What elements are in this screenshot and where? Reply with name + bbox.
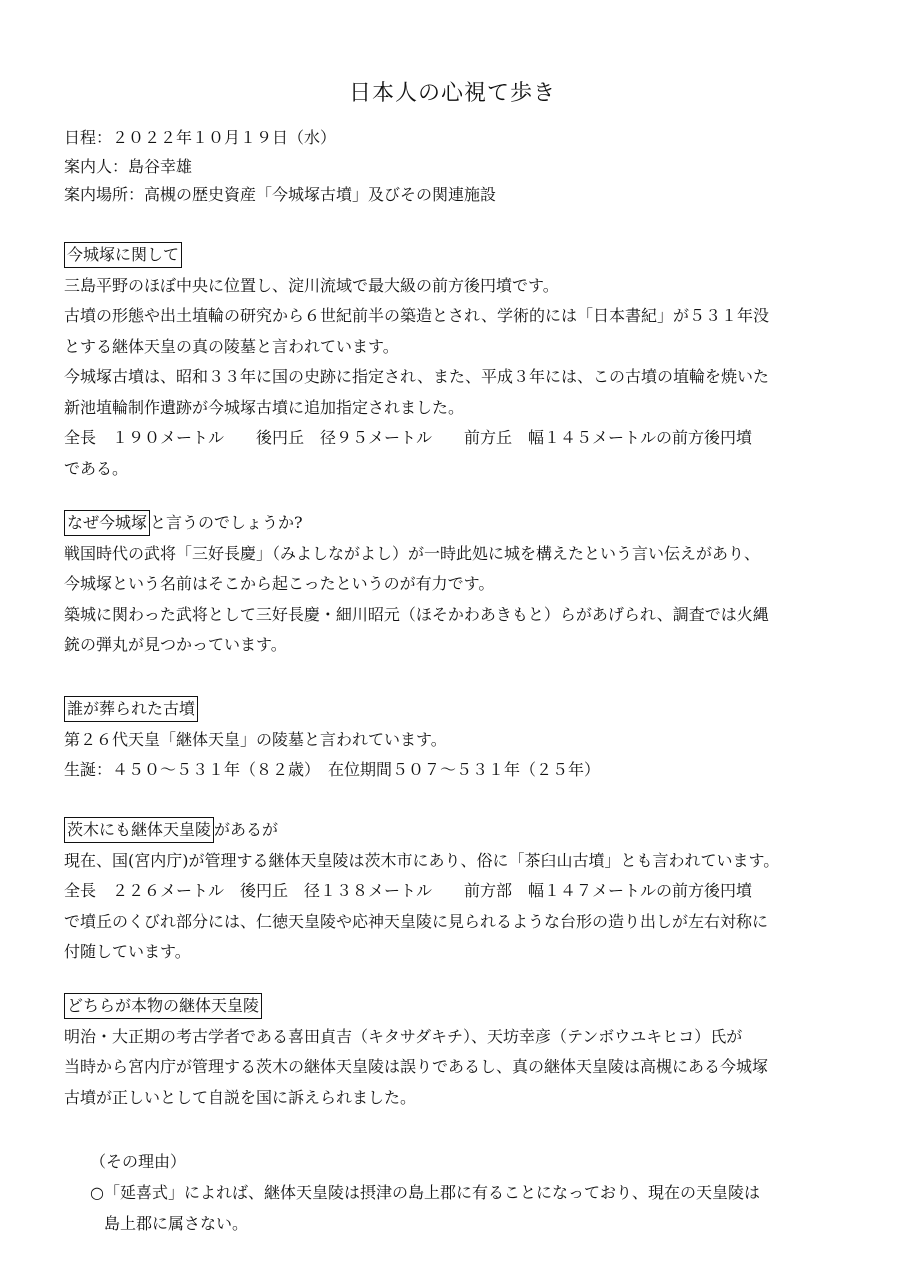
paragraph-line: 今城塚という名前はそこから起こったというのが有力です。: [64, 574, 495, 593]
document-title: 日本人の心視て歩き: [348, 81, 556, 106]
paragraph-line: 古墳が正しいとして自説を国に訴えられました。: [64, 1087, 417, 1107]
paragraph-line: 古墳の形態や出土埴輪の研究から６世紀前半の築造とされ、学術的には「日本書紀」が５３１年没: [64, 306, 769, 325]
section-heading: [64, 508, 864, 539]
section-heading: [64, 991, 864, 1022]
paragraph-line: 三島平野のほぼ中央に位置し、淀川流域で最大級の前方後円墳です。: [64, 275, 559, 295]
paragraph-line: 今城塚古墳は、昭和３３年に国の史跡に指定され、また、平成３年には、この古墳の埴輪を焼いた: [64, 367, 769, 386]
section-ibaraki: [64, 815, 864, 968]
paragraph-line: 全長 １９０メートル 後円丘 径９５メートル 前方丘 幅１４５メートルの前方後円墳: [64, 428, 753, 447]
heading-suffix: と言うのでしょうか?: [150, 513, 303, 532]
section-about-imashirozuka: [64, 240, 864, 484]
paragraph-line: 当時から宮内庁が管理する茨木の継体天皇陵は誤りであるし、真の継体天皇陵は高槻にある今城塚: [64, 1057, 769, 1076]
paragraph-line: で墳丘のくびれ部分には、仁徳天皇陵や応神天皇陵に見られるような台形の造り出しが左右対称に: [64, 911, 769, 931]
section-heading: [64, 240, 864, 271]
section-heading: [64, 815, 864, 846]
paragraph-line: 明治・大正期の考古学者である喜田貞吉（キタサダキチ）、天坊幸彦（テンボウユキヒコ）氏が: [64, 1026, 743, 1046]
boxed-heading: 茨木にも継体天皇陵: [64, 817, 214, 843]
reason-block: [90, 1146, 760, 1239]
paragraph-line: とする継体天皇の真の陵墓と言われています。: [64, 336, 399, 356]
paragraph-line: 銃の弾丸が見つかっています。: [64, 635, 287, 654]
date-line: 日程：２０２２年１０月１９日（水）: [64, 128, 337, 147]
boxed-heading: なぜ今城塚: [64, 510, 150, 536]
paragraph-line: 付随しています。: [64, 942, 191, 961]
meta-block: [64, 124, 496, 210]
section-which-real: [64, 991, 864, 1113]
reason-item-line: 島上郡に属さない。: [104, 1214, 249, 1233]
paragraph-line: 生誕：４５０～５３１年（８２歳） 在位期間５０７～５３１年（２５年）: [64, 760, 601, 779]
section-who-buried: [64, 694, 864, 786]
place-line: 案内場所：高槻の歴史資産「今城塚古墳」及びその関連施設: [64, 185, 497, 204]
reason-label: （その理由）: [90, 1152, 187, 1171]
paragraph-line: 現在、国(宮内庁)が管理する継体天皇陵は茨木市にあり、俗に「茶臼山古墳」とも言われています。: [64, 850, 780, 870]
paragraph-line: 戦国時代の武将「三好長慶」（みよしながよし）が一時此処に城を構えたという言い伝えがあり、: [64, 543, 761, 563]
paragraph-line: 全長 ２２６メートル 後円丘 径１３８メートル 前方部 幅１４７メートルの前方後円墳: [64, 881, 753, 900]
boxed-heading: どちらが本物の継体天皇陵: [64, 993, 262, 1019]
boxed-heading: 今城塚に関して: [64, 242, 182, 268]
reason-item-line: ○「延喜式」によれば、継体天皇陵は摂津の島上郡に有ることになっており、現在の天皇陵は: [90, 1183, 760, 1202]
section-why-name: [64, 508, 864, 661]
paragraph-line: 新池埴輪制作遺跡が今城塚古墳に追加指定されました。: [64, 397, 465, 417]
paragraph-line: 築城に関わった武将として三好長慶・細川昭元（ほそかわあきもと）らがあげられ、調査では火縄: [64, 604, 769, 624]
boxed-heading: 誰が葬られた古墳: [64, 696, 198, 722]
section-heading: [64, 694, 864, 725]
paragraph-line: 第２６代天皇「継体天皇」の陵墓と言われています。: [64, 729, 447, 749]
heading-suffix: があるが: [214, 820, 279, 839]
paragraph-line: である。: [64, 458, 129, 478]
guide-line: 案内人：島谷幸雄: [64, 156, 193, 176]
